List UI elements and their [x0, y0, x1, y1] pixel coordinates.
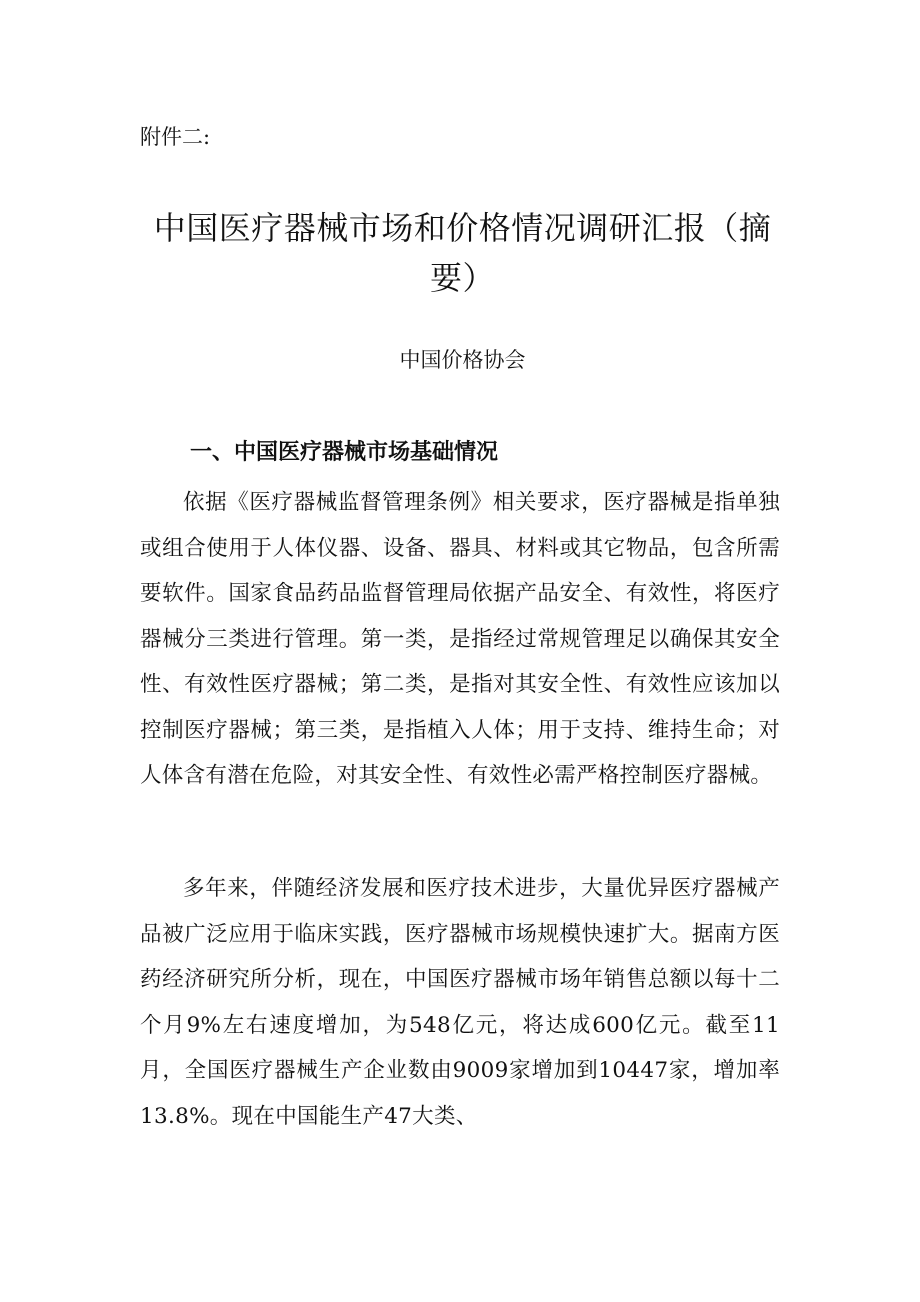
organization-name: 中国价格协会 — [399, 348, 526, 372]
body-paragraph-2: 多年来，伴随经济发展和医疗技术进步，大量优异医疗器械产品被广泛应用于临床实践，医疗器械市场规模快速扩大。据南方医药经济研究所分析，现在，中国医疗器械市场年销售总额以每十二个月9%左右速度增加，为548亿元，将达成600亿元。截至11月，全国医疗器械生产企业数由9009家增加到10447家，增加率13.8%。现在中国能生产47大类、 — [140, 876, 780, 1129]
attachment-label: 附件二: — [140, 125, 211, 149]
section-heading: 一、中国医疗器械市场基础情况 — [190, 440, 499, 465]
document-title: 中国医疗器械市场和价格情况调研汇报（摘要） — [153, 209, 772, 297]
body-paragraph-1: 依据《医疗器械监督管理条例》相关要求，医疗器械是指单独或组合使用于人体仪器、设备、器具、材料或其它物品，包含所需要软件。国家食品药品监督管理局依据产品安全、有效性，将医疗器械分三类进行管理。第一类，是指经过常规管理足以确保其安全性、有效性医疗器械；第二类，是指对其安全性、有效性应该加以控制医疗器械；第三类，是指植入人体；用于支持、维持生命；对人体含有潜在危险，对其安全性、有效性必需严格控制医疗器械。 — [140, 490, 780, 788]
